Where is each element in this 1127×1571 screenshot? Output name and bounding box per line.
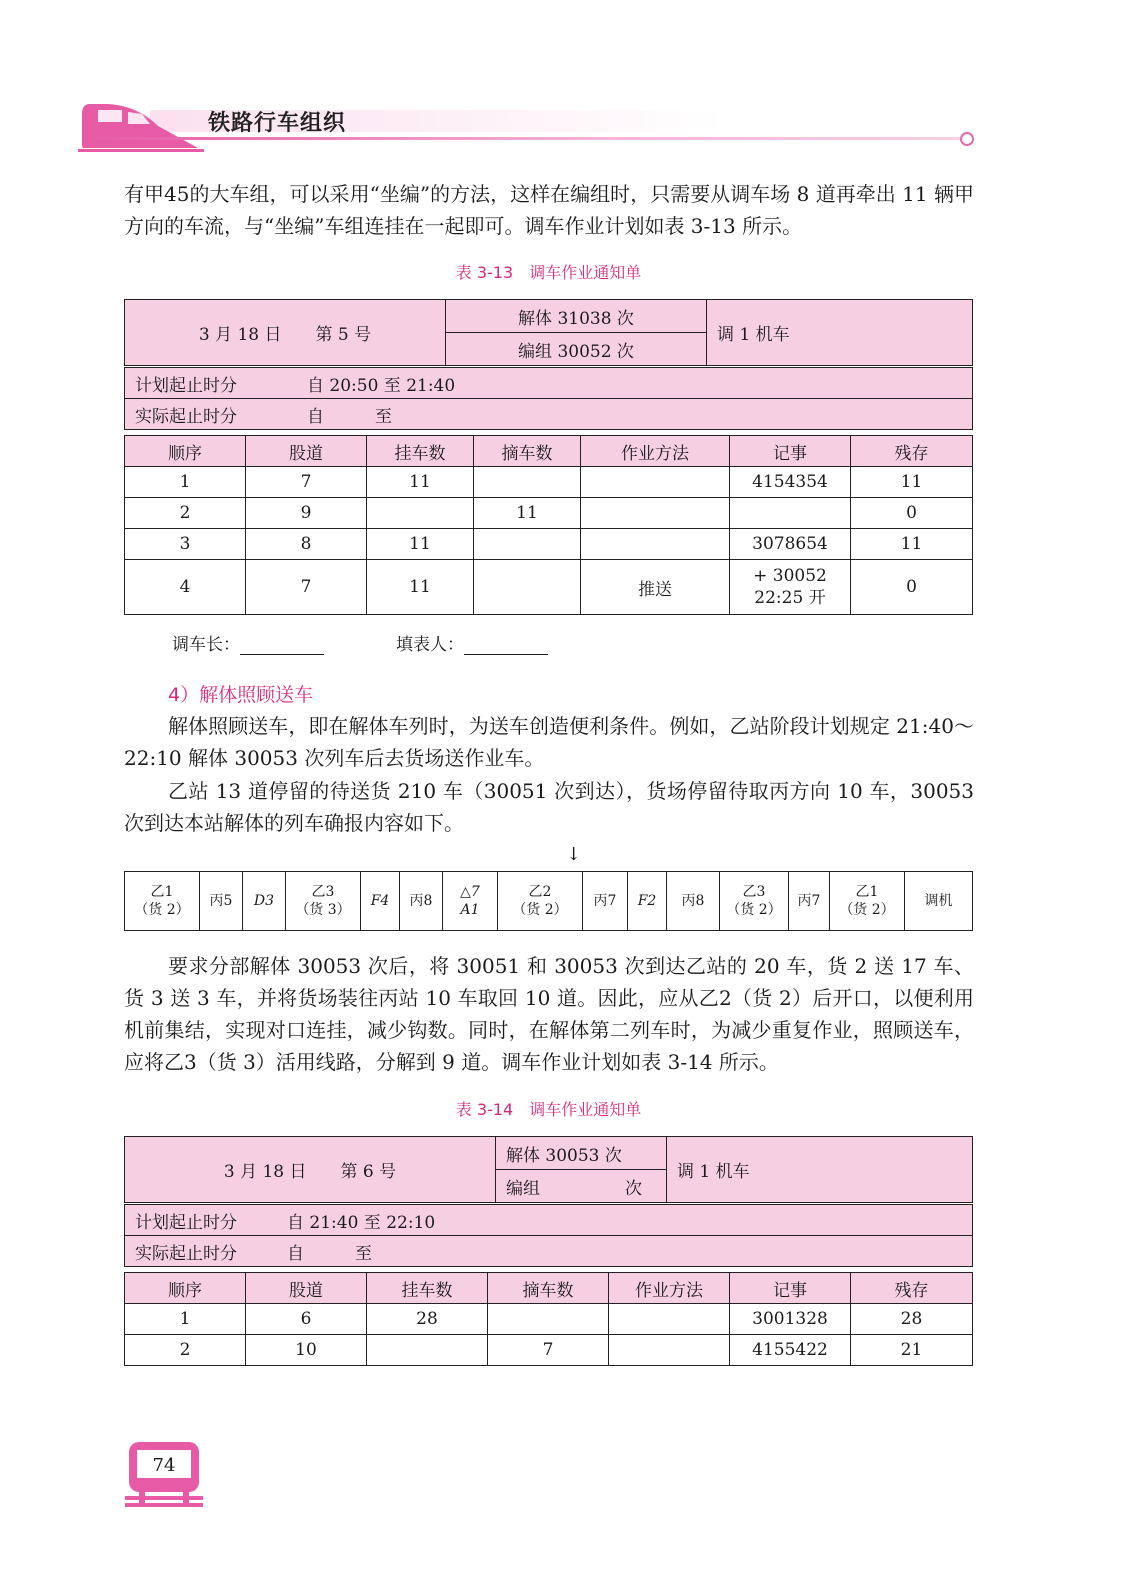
section4-paragraph-3: 要求分部解体 30053 次后，将 30051 和 30053 次到达乙站的 20 车，货 2 送 17 车、货 3 送 3 车，并将货场装往丙站 10 车取回 10 道。因此，应从乙2（货 2）后开口，以便利用机前集结，实现对口连挂，减少钩数。同时，在解体第二列车时，为减少重复作业，照顾送车，应将乙3（货 3）活用线路，分解到 9 道。调车作业计划如表 3-14 所示。 bbox=[124, 954, 974, 1074]
table-cell: 7 bbox=[246, 467, 367, 498]
table-cell: 11 bbox=[474, 498, 581, 529]
table-cell: 6 bbox=[246, 1304, 367, 1335]
table2-actual-label: 实际起止时分 bbox=[135, 1243, 237, 1264]
signature-label: 调车长： bbox=[172, 635, 240, 655]
table2-actual-value: 自 至 bbox=[287, 1243, 372, 1264]
consist-cell: 丙7 bbox=[789, 872, 830, 931]
table1-col-header: 股道 bbox=[246, 436, 367, 467]
table2-times bbox=[124, 1204, 973, 1267]
table1-col-header: 残存 bbox=[851, 436, 973, 467]
table-row bbox=[125, 529, 973, 560]
consist-cell: 丙7 bbox=[583, 872, 628, 931]
table2-disassemble: 解体 30053 次 bbox=[496, 1137, 667, 1170]
table-row bbox=[125, 498, 973, 529]
table2-plan-label: 计划起止时分 bbox=[135, 1212, 237, 1233]
table1-caption: 表 3-13 调车作业通知单 bbox=[455, 263, 642, 282]
table-cell: 11 bbox=[851, 529, 973, 560]
table-row bbox=[125, 1335, 973, 1366]
signature-label: 填表人： bbox=[396, 635, 464, 655]
table1-disassemble: 解体 31038 次 bbox=[446, 300, 707, 333]
table2-assemble: 编组 次 bbox=[496, 1170, 667, 1203]
table2-date-no: 3 月 18 日 第 6 号 bbox=[125, 1137, 496, 1203]
consist-cell: 丙5 bbox=[200, 872, 243, 931]
table-cell: 推送 bbox=[581, 560, 730, 615]
section-heading: 4）解体照顾送车 bbox=[168, 684, 314, 706]
table-cell bbox=[367, 498, 474, 529]
section4-paragraph-1: 解体照顾送车，即在解体车列时，为送车创造便利条件。例如，乙站阶段计划规定 21:40～22:10 解体 30053 次列车后去货场送作业车。 bbox=[124, 714, 974, 770]
table-cell bbox=[367, 1335, 488, 1366]
table2-plan-row bbox=[125, 1205, 973, 1236]
signature-conductor bbox=[172, 630, 324, 655]
table1-col-header: 记事 bbox=[730, 436, 851, 467]
consist-cell: 调机 bbox=[905, 872, 973, 931]
section4-paragraph-2: 乙站 13 道停留的待送货 210 车（30051 次到达），货场停留待取丙方向 10 车，30053 次到达本站解体的列车确报内容如下。 bbox=[124, 779, 974, 835]
table1-plan-value: 自 20:50 至 21:40 bbox=[307, 375, 456, 396]
intro-paragraph: 有甲45的大车组，可以采用“坐编”的方法，这样在编组时，只需要从调车场 8 道再牵出 11 辆甲方向的车流，与“坐编”车组连挂在一起即可。调车作业计划如表 3-13 所示。 bbox=[124, 182, 974, 238]
table-cell: 7 bbox=[488, 1335, 609, 1366]
table1-times bbox=[124, 367, 973, 430]
consist-cell: 乙3 （货 2） bbox=[720, 872, 789, 931]
table-cell: 11 bbox=[367, 467, 474, 498]
table1-col-header: 挂车数 bbox=[367, 436, 474, 467]
table1-grid bbox=[124, 435, 973, 615]
table2-grid bbox=[124, 1272, 973, 1366]
train-logo-icon bbox=[78, 96, 208, 154]
consist-cell: 丙8 bbox=[400, 872, 443, 931]
table-cell: 0 bbox=[851, 560, 973, 615]
table-cell: 28 bbox=[367, 1304, 488, 1335]
table-cell bbox=[581, 529, 730, 560]
table2-col-header: 记事 bbox=[730, 1273, 851, 1304]
table-cell: 2 bbox=[125, 498, 246, 529]
table-cell bbox=[609, 1335, 730, 1366]
table2-locomotive: 调 1 机车 bbox=[667, 1137, 973, 1203]
table-cell bbox=[609, 1304, 730, 1335]
table-cell: 8 bbox=[246, 529, 367, 560]
table-cell: 4 bbox=[125, 560, 246, 615]
consist-cell: D3 bbox=[243, 872, 286, 931]
consist-cell: 乙1 （货 2） bbox=[125, 872, 200, 931]
table-cell: 1 bbox=[125, 467, 246, 498]
table1-col-header: 摘车数 bbox=[474, 436, 581, 467]
table2-col-header: 挂车数 bbox=[367, 1273, 488, 1304]
table1-actual-label: 实际起止时分 bbox=[135, 406, 237, 427]
table2-col-header: 作业方法 bbox=[609, 1273, 730, 1304]
table-cell: 2 bbox=[125, 1335, 246, 1366]
table-cell: 3001328 bbox=[730, 1304, 851, 1335]
table2-caption: 表 3-14 调车作业通知单 bbox=[455, 1100, 642, 1119]
running-header-title: 铁路行车组织 bbox=[208, 111, 347, 136]
signature-filler bbox=[396, 630, 548, 655]
table-cell: 3078654 bbox=[730, 529, 851, 560]
header-ornament-icon bbox=[960, 132, 974, 146]
table-cell bbox=[474, 467, 581, 498]
table-cell bbox=[474, 529, 581, 560]
header-rule bbox=[85, 137, 970, 140]
table-cell: + 30052 22:25 开 bbox=[730, 560, 851, 615]
table-cell: 4155422 bbox=[730, 1335, 851, 1366]
train-consist-table bbox=[124, 871, 973, 931]
table-row bbox=[125, 560, 973, 615]
table-cell bbox=[488, 1304, 609, 1335]
table2-col-header: 顺序 bbox=[125, 1273, 246, 1304]
table1-actual-value: 自 至 bbox=[307, 406, 392, 427]
table-row bbox=[125, 467, 973, 498]
table1-date-no: 3 月 18 日 第 5 号 bbox=[125, 300, 446, 366]
table-cell bbox=[730, 498, 851, 529]
consist-cell: 丙8 bbox=[667, 872, 720, 931]
table-cell: 0 bbox=[851, 498, 973, 529]
table-cell bbox=[474, 560, 581, 615]
table-cell: 11 bbox=[367, 529, 474, 560]
table-cell: 21 bbox=[851, 1335, 973, 1366]
table-cell: 11 bbox=[367, 560, 474, 615]
consist-cell: F2 bbox=[628, 872, 667, 931]
table-cell: 11 bbox=[851, 467, 973, 498]
table-cell: 28 bbox=[851, 1304, 973, 1335]
consist-cell: 乙1 （货 2） bbox=[830, 872, 905, 931]
table-cell: 3 bbox=[125, 529, 246, 560]
table-cell: 10 bbox=[246, 1335, 367, 1366]
table1 bbox=[124, 299, 973, 366]
table-cell: 9 bbox=[246, 498, 367, 529]
table-row bbox=[125, 1304, 973, 1335]
table1-col-header: 顺序 bbox=[125, 436, 246, 467]
table2-actual-row bbox=[125, 1236, 973, 1267]
table2 bbox=[124, 1136, 973, 1203]
consist-cell: △7 A1 bbox=[443, 872, 498, 931]
table1-actual-row bbox=[125, 399, 973, 430]
consist-cell: 乙2 （货 2） bbox=[498, 872, 583, 931]
consist-cell: F4 bbox=[361, 872, 400, 931]
down-arrow-icon: ↓ bbox=[566, 844, 582, 865]
table-cell: 1 bbox=[125, 1304, 246, 1335]
table-cell: 7 bbox=[246, 560, 367, 615]
table1-assemble: 编组 30052 次 bbox=[446, 333, 707, 366]
table1-plan-label: 计划起止时分 bbox=[135, 375, 237, 396]
table-cell: 4154354 bbox=[730, 467, 851, 498]
table2-plan-value: 自 21:40 至 22:10 bbox=[287, 1212, 436, 1233]
table1-col-header: 作业方法 bbox=[581, 436, 730, 467]
table1-plan-row bbox=[125, 368, 973, 399]
table-cell bbox=[581, 498, 730, 529]
table2-col-header: 残存 bbox=[851, 1273, 973, 1304]
table-cell bbox=[581, 467, 730, 498]
table1-locomotive: 调 1 机车 bbox=[707, 300, 973, 366]
consist-cell: 乙3 （货 3） bbox=[286, 872, 361, 931]
table2-col-header: 摘车数 bbox=[488, 1273, 609, 1304]
table2-col-header: 股道 bbox=[246, 1273, 367, 1304]
page-number: 74 bbox=[152, 1455, 176, 1476]
